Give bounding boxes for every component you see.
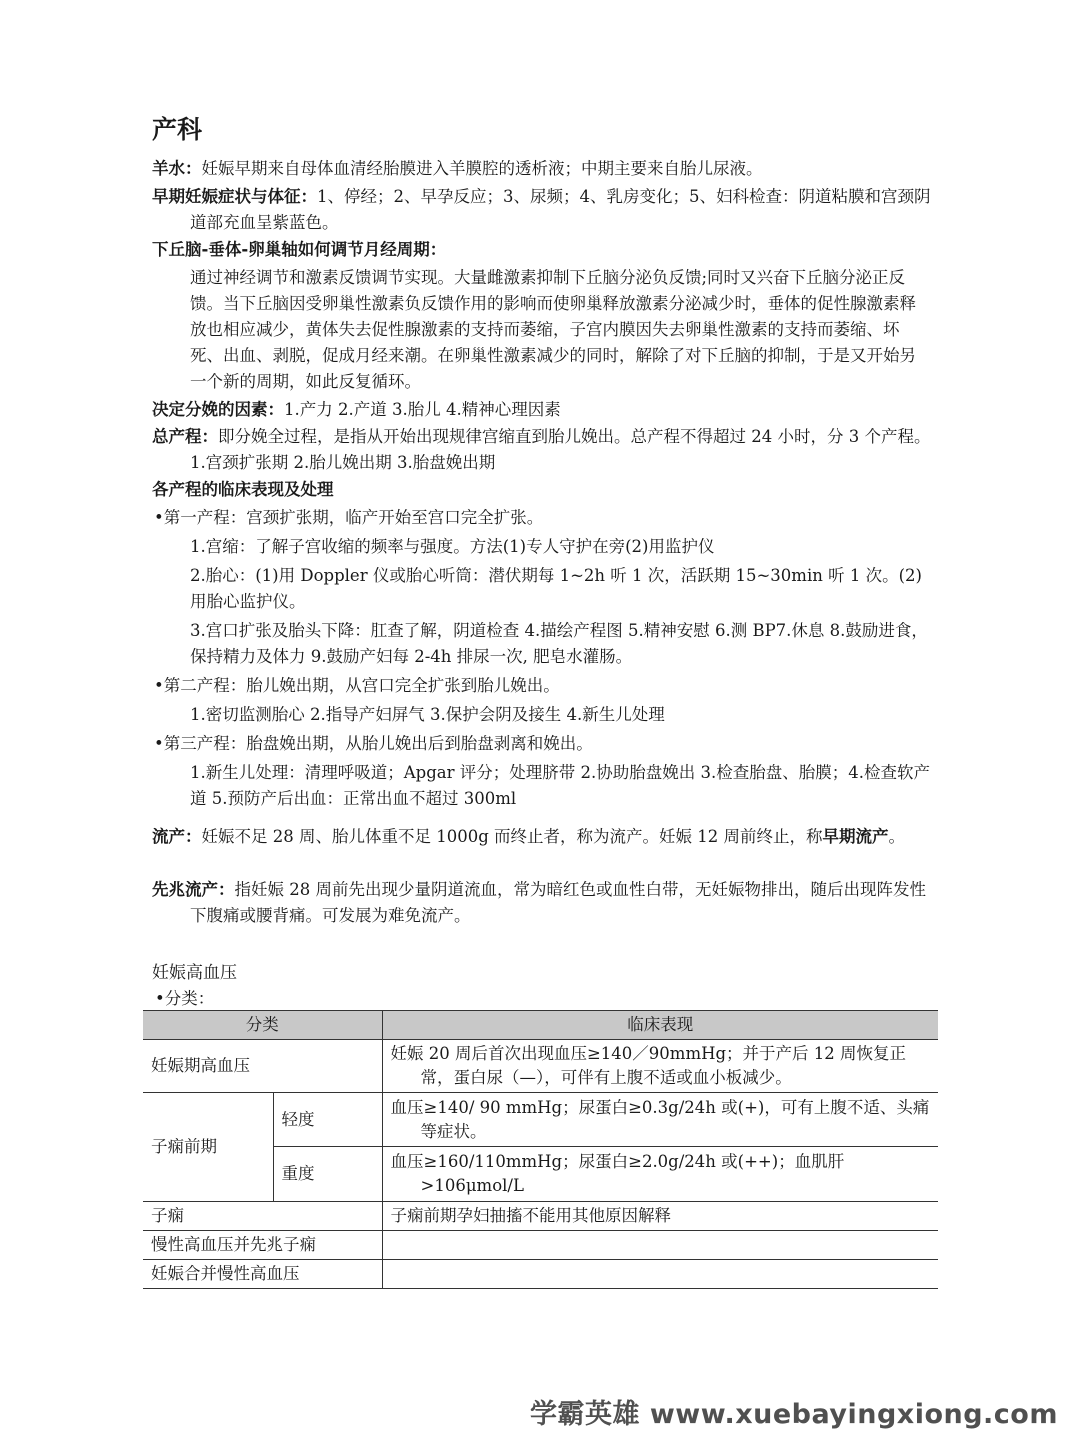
- row-desc: [382, 1147, 938, 1202]
- table-row: [143, 1040, 938, 1093]
- early-abortion-term: 早期流产: [822, 827, 889, 846]
- first-stage-item: 2.胎心：(1)用 Doppler 仪或胎心听筒：潜伏期每 1~2h 听 1 次，活跃期 15~30min 听 1 次。(2)用胎心监护仪。: [190, 566, 922, 611]
- table-row: [143, 1260, 938, 1289]
- footer-watermark: 学霸英雄 www.xuebayingxiong.com: [529, 1399, 1058, 1430]
- row-name: 妊娠期高血压: [143, 1040, 382, 1093]
- threatened-abortion-paragraph: [152, 877, 932, 929]
- page-title: 产科: [152, 115, 203, 144]
- threatened-abortion-term: 先兆流产：: [152, 880, 235, 899]
- labor-stages-heading: 各产程的临床表现及处理: [152, 480, 334, 499]
- amniotic-text: 妊娠早期来自母体血清经胎膜进入羊膜腔的透析液；中期主要来自胎儿尿液。: [201, 159, 763, 178]
- classification-label: •分类：: [155, 989, 215, 1008]
- third-stage-title: •第三产程：胎盘娩出期，从胎儿娩出后到胎盘剥离和娩出。: [154, 734, 593, 753]
- early-signs-text: 1、停经；2、早孕反应；3、尿频；4、乳房变化；5、妇科检查：阴道粘膜和宫颈阴道部充血呈紫蓝色。: [190, 187, 931, 232]
- row-desc-text: 妊娠 20 周后首次出现血压≥140／90mmHg；并于产后 12 周恢复正常，蛋白尿（—），可伴有上腹不适或血小板减少。: [390, 1044, 907, 1087]
- row-name: 妊娠合并慢性高血压: [143, 1260, 382, 1289]
- row-desc-text: 血压≥140/ 90 mmHg；尿蛋白≥0.3g/24h 或(+)，可有上腹不适、头痛等症状。: [390, 1097, 930, 1141]
- second-stage-item: 1.密切监测胎心 2.指导产妇屏气 3.保护会阴及接生 4.新生儿处理: [190, 705, 665, 724]
- early-signs-term: 早期妊娠症状与体征：: [152, 187, 317, 206]
- table-header-manifestation: 临床表现: [382, 1011, 938, 1040]
- delivery-factors-paragraph: [152, 397, 932, 423]
- row-desc-text: 血压≥160/110mmHg；尿蛋白≥2.0g/24h 或(++)；血肌肝>106μmol/L: [390, 1152, 845, 1195]
- hypertension-table: [143, 1010, 938, 1289]
- row-name: 子痫: [143, 1202, 382, 1231]
- row-desc: 子痫前期孕妇抽搐不能用其他原因解释: [382, 1202, 938, 1231]
- amniotic-fluid-paragraph: [152, 156, 932, 182]
- row-desc: [382, 1231, 938, 1260]
- hpo-axis-text: 通过神经调节和激素反馈调节实现。大量雌激素抑制下丘脑分泌负反馈;同时又兴奋下丘脑分泌正反馈。当下丘脑因受卵巢性激素负反馈作用的影响而使卵巢释放激素分泌减少时，垂体的促性腺激素释放也相应减少，黄体失去促性腺激素的支持而萎缩，子宫内膜因失去卵巢性激素的支持而萎缩、坏死、出血、剥脱，促成月经来潮。在卵巢性激素减少的同时，解除了对下丘脑的抑制，于是又开始另一个新的周期，如此反复循环。: [190, 268, 916, 391]
- total-labor-text: 即分娩全过程，是指从开始出现规律宫缩直到胎儿娩出。总产程不得超过 24 小时，分 3 个产程。1.宫颈扩张期 2.胎儿娩出期 3.胎盘娩出期: [190, 427, 931, 472]
- hpo-axis-heading: 下丘脑-垂体-卵巢轴如何调节月经周期：: [152, 240, 447, 259]
- total-labor-paragraph: [152, 424, 932, 476]
- row-name: 子痫前期: [143, 1093, 273, 1202]
- table-row: [143, 1093, 938, 1147]
- labor-stages-section: [152, 477, 932, 812]
- delivery-factors-term: 决定分娩的因素：: [152, 400, 284, 419]
- total-labor-term: 总产程：: [152, 427, 218, 446]
- row-subname: 重度: [273, 1147, 382, 1202]
- early-signs-paragraph: [152, 184, 932, 236]
- abortion-paragraph: [152, 824, 932, 850]
- first-stage-item: 1.宫缩：了解子宫收缩的频率与强度。方法(1)专人守护在旁(2)用监护仪: [190, 537, 715, 556]
- abortion-text: 妊娠不足 28 周、胎儿体重不足 1000g 而终止者，称为流产。妊娠 12 周前终止，称: [201, 827, 823, 846]
- row-name: 慢性高血压并先兆子痫: [143, 1231, 382, 1260]
- row-desc: [382, 1093, 938, 1147]
- first-stage-title: •第一产程：宫颈扩张期，临产开始至宫口完全扩张。: [154, 508, 544, 527]
- second-stage-title: •第二产程：胎儿娩出期，从宫口完全扩张到胎儿娩出。: [154, 676, 560, 695]
- table-header-category: 分类: [143, 1011, 382, 1040]
- abortion-tail: 。: [888, 827, 906, 846]
- row-subname: 轻度: [273, 1093, 382, 1147]
- row-desc: [382, 1040, 938, 1093]
- table-row: [143, 1202, 938, 1231]
- third-stage-item: 1.新生儿处理：清理呼吸道；Apgar 评分；处理脐带 2.协助胎盘娩出 3.检查胎盘、胎膜；4.检查软产道 5.预防产后出血：正常出血不超过 300ml: [190, 763, 930, 808]
- table-header-row: [143, 1011, 938, 1040]
- delivery-factors-text: 1.产力 2.产道 3.胎儿 4.精神心理因素: [284, 400, 561, 419]
- threatened-abortion-text: 指妊娠 28 周前先出现少量阴道流血，常为暗红色或血性白带，无妊娠物排出，随后出现阵发性下腹痛或腰背痛。可发展为难免流产。: [190, 880, 926, 925]
- table-row: [143, 1231, 938, 1260]
- row-desc: [382, 1260, 938, 1289]
- abortion-term: 流产：: [152, 827, 202, 846]
- amniotic-term: 羊水：: [152, 159, 202, 178]
- hypertension-title: 妊娠高血压: [152, 963, 237, 983]
- hpo-axis-section: [152, 237, 932, 395]
- first-stage-item: 3.宫口扩张及胎头下降：肛查了解，阴道检查 4.描绘产程图 5.精神安慰 6.测 BP7.休息 8.鼓励进食，保持精力及体力 9.鼓励产妇每 2-4h 排尿一次, 肥皂水灌肠。: [190, 621, 928, 666]
